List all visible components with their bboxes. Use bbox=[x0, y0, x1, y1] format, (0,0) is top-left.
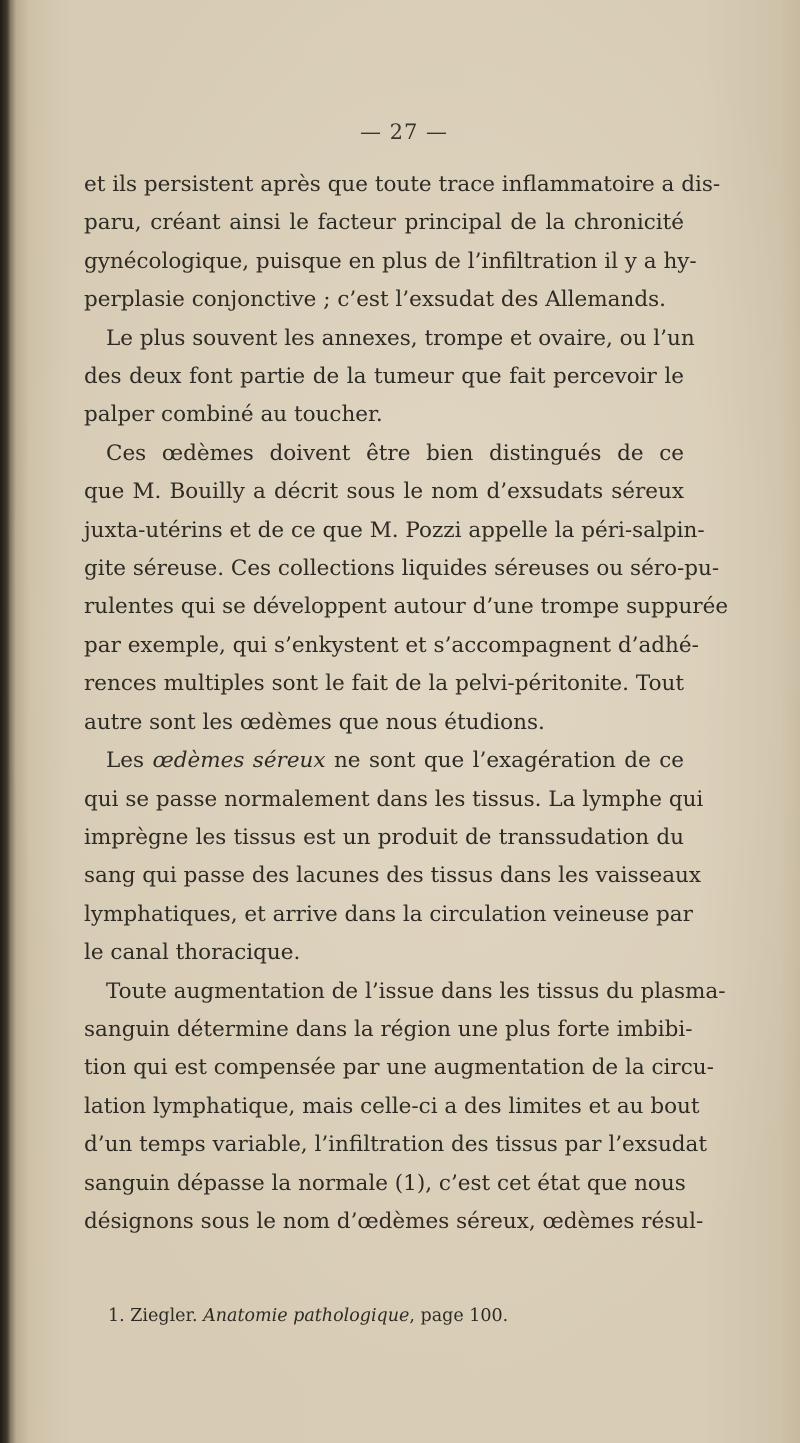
text-line: Le plus souvent les annexes, trompe et ovaire, ou l’un bbox=[106, 325, 695, 351]
text-line: que M. Bouilly a décrit sous le nom d’exsudats séreux bbox=[84, 479, 684, 505]
page-body bbox=[84, 120, 729, 1241]
text-line bbox=[84, 742, 684, 780]
footnote-title: Anatomie pathologique bbox=[203, 1306, 410, 1326]
text-line: sanguin dépasse la normale (1), c’est cet état que nous bbox=[84, 1170, 686, 1196]
paragraph-1 bbox=[84, 166, 721, 320]
book-spine-shadow bbox=[0, 0, 10, 1443]
text-line: juxta-utérins et de ce que M. Pozzi appelle la péri-salpin- bbox=[84, 517, 705, 543]
text-line: lymphatiques, et arrive dans la circulation veineuse par bbox=[84, 901, 693, 927]
text-line: qui se passe normalement dans les tissus. La lymphe qui bbox=[84, 786, 704, 812]
text-line: gynécologique, puisque en plus de l’infiltration il y a hy- bbox=[84, 248, 697, 274]
paragraph-3 bbox=[84, 435, 729, 742]
page-number: — 27 — bbox=[359, 120, 449, 144]
text-line: lation lymphatique, mais celle-ci a des limites et au bout bbox=[84, 1093, 700, 1119]
text-line: imprègne les tissus est un produit de transsudation du bbox=[84, 824, 684, 850]
text-fragment: ne sont que l’exagération de ce bbox=[325, 748, 684, 774]
text-line: palper combiné au toucher. bbox=[84, 402, 383, 428]
paragraph-2 bbox=[84, 320, 695, 435]
text-line: rences multiples sont le fait de la pelvi-péritonite. Tout bbox=[84, 671, 684, 697]
text-line: Toute augmentation de l’issue dans les tissus du plasma- bbox=[106, 978, 726, 1004]
text-line: par exemple, qui s’enkystent et s’accompagnent d’adhé- bbox=[84, 632, 699, 658]
text-line: tion qui est compensée par une augmentation de la circu- bbox=[84, 1055, 714, 1081]
footnote-prefix: 1. Ziegler. bbox=[108, 1306, 204, 1326]
footnote-suffix: , page 100. bbox=[409, 1306, 509, 1326]
text-line: sanguin détermine dans la région une plus forte imbibi- bbox=[84, 1016, 693, 1042]
text-line: gite séreuse. Ces collections liquides séreuses ou séro-pu- bbox=[84, 556, 720, 582]
text-line: et ils persistent après que toute trace inflammatoire a dis- bbox=[84, 172, 721, 197]
text-line: autre sont les œdèmes que nous étudions. bbox=[84, 709, 545, 735]
text-fragment: Les bbox=[106, 748, 153, 774]
footnote bbox=[108, 1306, 508, 1326]
text-line: rulentes qui se développent autour d’une trompe suppurée bbox=[84, 594, 729, 620]
text-line: le canal thoracique. bbox=[84, 940, 301, 966]
text-line: sang qui passe des lacunes des tissus dans les vaisseaux bbox=[84, 863, 702, 889]
text-line: paru, créant ainsi le facteur principal de la chronicité bbox=[84, 210, 684, 236]
italic-term: œdèmes séreux bbox=[152, 748, 326, 774]
text-line: d’un temps variable, l’infiltration des tissus par l’exsudat bbox=[84, 1132, 708, 1158]
text-line: perplasie conjonctive ; c’est l’exsudat des Allemands. bbox=[84, 287, 666, 313]
text-line: désignons sous le nom d’œdèmes séreux, œdèmes résul- bbox=[84, 1208, 704, 1234]
paragraph-5 bbox=[84, 973, 726, 1242]
text-line: Ces œdèmes doivent être bien distingués de ce bbox=[106, 440, 684, 466]
paragraph-4 bbox=[84, 742, 704, 972]
text-line: des deux font partie de la tumeur que fait percevoir le bbox=[84, 364, 684, 390]
